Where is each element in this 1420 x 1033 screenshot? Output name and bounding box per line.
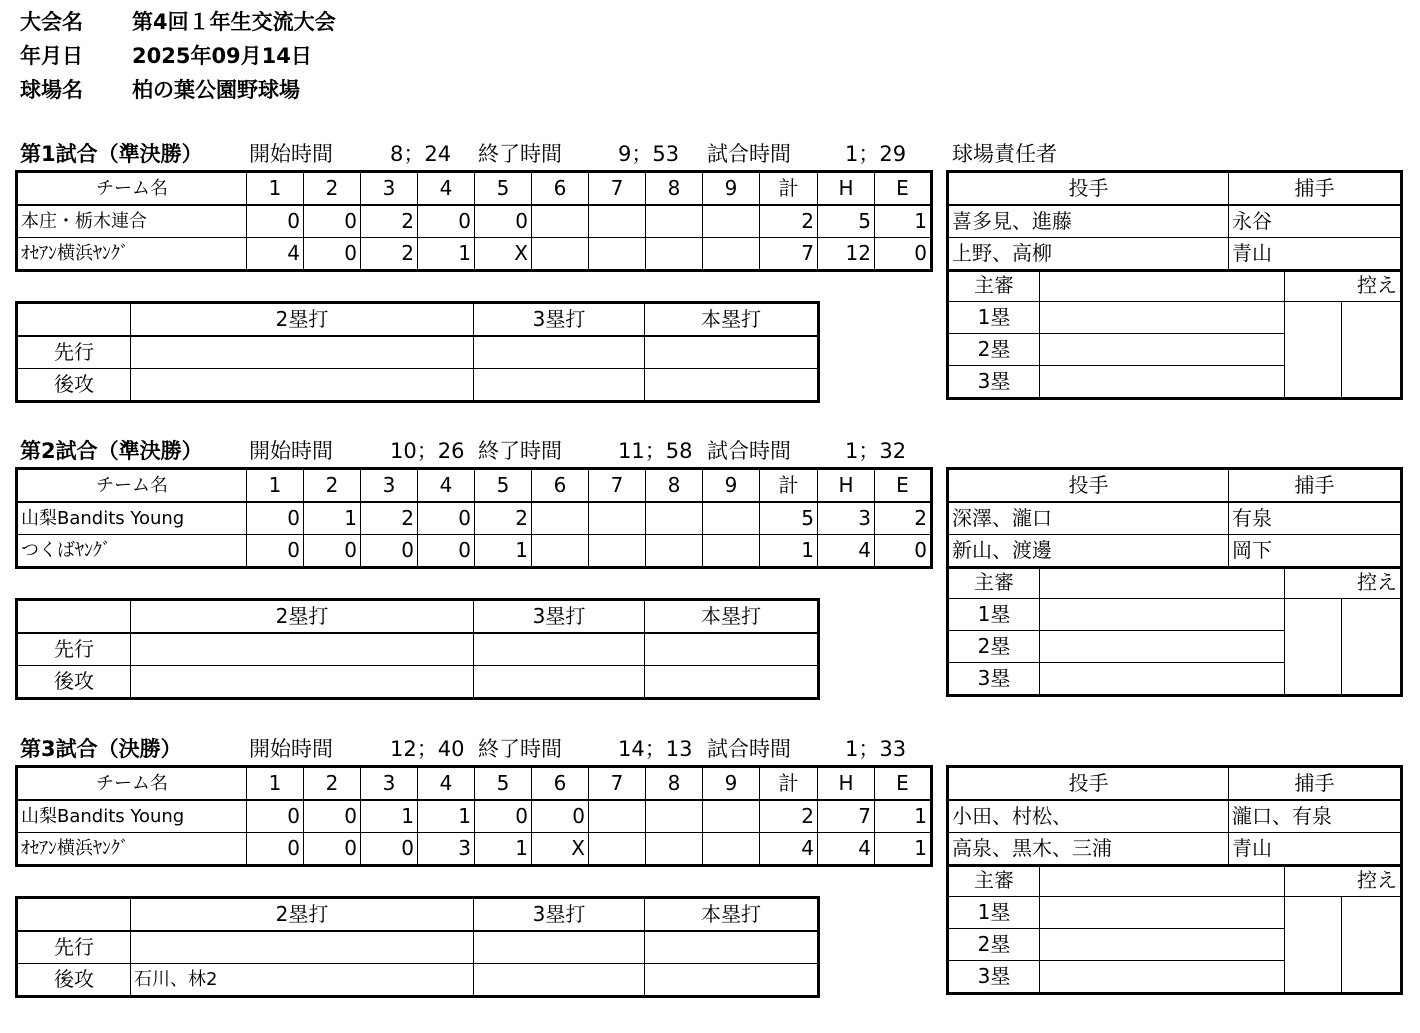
inning-score (703, 800, 760, 833)
umpire-value (1040, 567, 1285, 599)
reserve-cell-1 (1285, 897, 1342, 994)
triple-hitters (474, 336, 645, 369)
duration-label: 試合時間 (707, 439, 791, 463)
inning-header: 1 (247, 469, 304, 503)
inning-score (589, 238, 646, 271)
hits-count: 5 (818, 205, 875, 238)
base1-label: 1塁 (948, 897, 1040, 929)
first-label: 先行 (17, 633, 131, 666)
team-row (17, 535, 932, 568)
extra-row-first (17, 633, 819, 666)
inning-score: 0 (532, 800, 589, 833)
date-value: 2025年09月14日 (132, 44, 312, 68)
double-hitters: 石川、林2 (131, 964, 474, 997)
second-label: 後攻 (17, 666, 131, 699)
umpire-row (948, 865, 1402, 897)
game-title-line (20, 733, 907, 763)
inning-score (646, 238, 703, 271)
team-row (17, 205, 932, 238)
inning-score (589, 535, 646, 568)
umpire-row (948, 270, 1402, 302)
reserve-cell-2 (1342, 302, 1402, 399)
venue-value: 柏の葉公園野球場 (132, 78, 300, 102)
hits-count: 7 (818, 800, 875, 833)
inning-header: 4 (418, 172, 475, 206)
homer-hitters (645, 336, 819, 369)
inning-score: 0 (361, 833, 418, 866)
extra-row-first (17, 931, 819, 964)
game-section-2 (0, 435, 1420, 735)
duration-time: 1；33 (845, 737, 907, 761)
team-header: チーム名 (17, 172, 247, 206)
inning-score: 0 (304, 535, 361, 568)
inning-header: 8 (646, 469, 703, 503)
errors-count: 2 (875, 502, 932, 535)
end-time: 9；53 (618, 142, 680, 166)
battery-table (946, 170, 1403, 272)
tournament-label: 大会名 (20, 10, 83, 34)
team-name: 本庄・栃木連合 (17, 205, 247, 238)
base3-value (1040, 663, 1285, 696)
battery-header (948, 172, 1402, 206)
inning-header: 2 (304, 767, 361, 801)
battery-row (948, 205, 1402, 238)
errors-count: 0 (875, 535, 932, 568)
homer-hitters (645, 931, 819, 964)
catcher-header: 捕手 (1229, 767, 1402, 801)
extra-base-header (17, 898, 819, 932)
extra-base-header (17, 600, 819, 634)
team-header: チーム名 (17, 767, 247, 801)
pitcher-names: 深澤、瀧口 (948, 502, 1229, 535)
team-row (17, 238, 932, 271)
total-header: 計 (760, 469, 818, 503)
battery-row (948, 800, 1402, 833)
extra-base-table (15, 896, 820, 998)
total-header: 計 (760, 172, 818, 206)
inning-header: 6 (532, 172, 589, 206)
inning-score: 0 (418, 205, 475, 238)
triple-hitters (474, 666, 645, 699)
total-score: 2 (760, 205, 818, 238)
inning-score (532, 535, 589, 568)
catcher-names: 有泉 (1229, 502, 1402, 535)
double-hitters (131, 931, 474, 964)
base1-value (1040, 302, 1285, 334)
reserve-cell-1 (1285, 302, 1342, 399)
catcher-header: 捕手 (1229, 469, 1402, 503)
hits-count: 3 (818, 502, 875, 535)
catcher-names: 岡下 (1229, 535, 1402, 568)
umpire-value (1040, 865, 1285, 897)
inning-header: 7 (589, 767, 646, 801)
homer-header: 本塁打 (645, 600, 819, 634)
double-hitters (131, 633, 474, 666)
catcher-names: 青山 (1229, 238, 1402, 271)
inning-header: 6 (532, 767, 589, 801)
catcher-names: 永谷 (1229, 205, 1402, 238)
reserve-cell-2 (1342, 897, 1402, 994)
battery-header (948, 767, 1402, 801)
start-label: 開始時間 (249, 142, 333, 166)
triple-hitters (474, 931, 645, 964)
end-label: 終了時間 (478, 439, 562, 463)
inning-header: 7 (589, 469, 646, 503)
start-time: 8；24 (390, 142, 452, 166)
base1-row (948, 599, 1402, 631)
manager-label: 球場責任者 (952, 142, 1057, 166)
base2-value (1040, 929, 1285, 961)
battery-table (946, 765, 1403, 867)
umpire-table (946, 566, 1403, 697)
double-header: 2塁打 (131, 600, 474, 634)
hits-count: 12 (818, 238, 875, 271)
inning-score: 0 (247, 833, 304, 866)
inning-header: 1 (247, 172, 304, 206)
base1-label: 1塁 (948, 302, 1040, 334)
pitcher-names: 小田、村松、 (948, 800, 1229, 833)
total-score: 5 (760, 502, 818, 535)
inning-header: 6 (532, 469, 589, 503)
battery-row (948, 535, 1402, 568)
inning-score: 3 (418, 833, 475, 866)
reserve-label: 控え (1285, 270, 1402, 302)
inning-score: 1 (361, 800, 418, 833)
triple-header: 3塁打 (474, 898, 645, 932)
triple-hitters (474, 964, 645, 997)
double-hitters (131, 336, 474, 369)
inning-header: 2 (304, 469, 361, 503)
team-row (17, 833, 932, 866)
base1-row (948, 302, 1402, 334)
inning-score (646, 535, 703, 568)
duration-label: 試合時間 (707, 142, 791, 166)
date-row (20, 40, 312, 70)
inning-score: 2 (361, 205, 418, 238)
extra-row-second (17, 666, 819, 699)
hits-count: 4 (818, 535, 875, 568)
extra-row-first (17, 336, 819, 369)
errors-count: 1 (875, 800, 932, 833)
game-title-line (20, 435, 907, 465)
inning-header: 9 (703, 469, 760, 503)
homer-header: 本塁打 (645, 303, 819, 337)
start-label: 開始時間 (249, 737, 333, 761)
errors-count: 1 (875, 205, 932, 238)
duration-time: 1；32 (845, 439, 907, 463)
double-header: 2塁打 (131, 303, 474, 337)
inning-score: X (532, 833, 589, 866)
triple-header: 3塁打 (474, 600, 645, 634)
date-label: 年月日 (20, 44, 83, 68)
inning-header: 5 (475, 469, 532, 503)
double-hitters (131, 369, 474, 402)
inning-score: X (475, 238, 532, 271)
reserve-cell-1 (1285, 599, 1342, 696)
inning-score: 2 (361, 238, 418, 271)
umpire-row (948, 567, 1402, 599)
inning-score: 2 (475, 502, 532, 535)
start-label: 開始時間 (249, 439, 333, 463)
total-score: 1 (760, 535, 818, 568)
inning-score (532, 205, 589, 238)
venue-row (20, 74, 300, 104)
game-section-3 (0, 733, 1420, 1033)
base2-value (1040, 631, 1285, 663)
homer-hitters (645, 666, 819, 699)
double-header: 2塁打 (131, 898, 474, 932)
inning-header: 3 (361, 767, 418, 801)
base1-value (1040, 897, 1285, 929)
extra-row-second (17, 369, 819, 402)
homer-hitters (645, 633, 819, 666)
inning-header: 8 (646, 172, 703, 206)
base2-value (1040, 334, 1285, 366)
game-section-1 (0, 138, 1420, 438)
hits-header: H (818, 469, 875, 503)
inning-score (589, 502, 646, 535)
catcher-names: 瀧口、有泉 (1229, 800, 1402, 833)
base2-label: 2塁 (948, 929, 1040, 961)
total-score: 7 (760, 238, 818, 271)
inning-score (589, 833, 646, 866)
battery-header (948, 469, 1402, 503)
extra-base-table (15, 301, 820, 403)
scoreboard-header (17, 767, 932, 801)
inning-score (532, 238, 589, 271)
triple-header: 3塁打 (474, 303, 645, 337)
inning-header: 3 (361, 172, 418, 206)
tournament-value: 第4回１年生交流大会 (132, 10, 336, 34)
team-row (17, 800, 932, 833)
pitcher-header: 投手 (948, 469, 1229, 503)
inning-score: 0 (247, 800, 304, 833)
umpire-label: 主審 (948, 865, 1040, 897)
battery-row (948, 238, 1402, 271)
catcher-header: 捕手 (1229, 172, 1402, 206)
hits-header: H (818, 172, 875, 206)
game-title: 第2試合（準決勝） (20, 439, 203, 463)
triple-hitters (474, 369, 645, 402)
base2-label: 2塁 (948, 334, 1040, 366)
inning-score (646, 800, 703, 833)
inning-header: 8 (646, 767, 703, 801)
end-time: 11；58 (618, 439, 693, 463)
start-time: 12；40 (390, 737, 465, 761)
errors-header: E (875, 767, 932, 801)
first-label: 先行 (17, 336, 131, 369)
inning-score: 0 (247, 502, 304, 535)
scoreboard-header (17, 172, 932, 206)
team-name: 山梨Bandits Young (17, 502, 247, 535)
extra-corner (17, 600, 131, 634)
base3-label: 3塁 (948, 663, 1040, 696)
first-label: 先行 (17, 931, 131, 964)
inning-header: 4 (418, 469, 475, 503)
reserve-cell-2 (1342, 599, 1402, 696)
hits-count: 4 (818, 833, 875, 866)
errors-header: E (875, 469, 932, 503)
team-row (17, 502, 932, 535)
inning-score: 1 (418, 800, 475, 833)
total-score: 4 (760, 833, 818, 866)
errors-count: 0 (875, 238, 932, 271)
pitcher-names: 喜多見、進藤 (948, 205, 1229, 238)
scoreboard-table (15, 170, 933, 272)
base1-row (948, 897, 1402, 929)
inning-score: 0 (247, 535, 304, 568)
duration-time: 1；29 (845, 142, 907, 166)
team-name: ｵｾｱﾝ横浜ﾔﾝｸﾞ (17, 238, 247, 271)
inning-header: 3 (361, 469, 418, 503)
inning-score: 0 (247, 205, 304, 238)
tournament-row (20, 6, 336, 36)
umpire-label: 主審 (948, 270, 1040, 302)
base1-label: 1塁 (948, 599, 1040, 631)
inning-score: 0 (304, 833, 361, 866)
base2-label: 2塁 (948, 631, 1040, 663)
inning-header: 1 (247, 767, 304, 801)
inning-score (589, 800, 646, 833)
inning-score (646, 502, 703, 535)
homer-header: 本塁打 (645, 898, 819, 932)
venue-label: 球場名 (20, 78, 83, 102)
inning-header: 5 (475, 172, 532, 206)
homer-hitters (645, 369, 819, 402)
inning-score: 2 (361, 502, 418, 535)
inning-score: 1 (304, 502, 361, 535)
inning-score: 0 (418, 502, 475, 535)
inning-score (589, 205, 646, 238)
base3-label: 3塁 (948, 961, 1040, 994)
inning-score (532, 502, 589, 535)
inning-header: 9 (703, 172, 760, 206)
hits-header: H (818, 767, 875, 801)
game-title-line (20, 138, 1057, 168)
second-label: 後攻 (17, 964, 131, 997)
umpire-value (1040, 270, 1285, 302)
inning-score: 0 (475, 800, 532, 833)
base3-label: 3塁 (948, 366, 1040, 399)
end-time: 14；13 (618, 737, 693, 761)
game-title: 第1試合（準決勝） (20, 142, 203, 166)
pitcher-header: 投手 (948, 767, 1229, 801)
pitcher-names: 高泉、黒木、三浦 (948, 833, 1229, 866)
team-name: ｵｾｱﾝ横浜ﾔﾝｸﾞ (17, 833, 247, 866)
homer-hitters (645, 964, 819, 997)
base3-value (1040, 366, 1285, 399)
battery-row (948, 502, 1402, 535)
team-header: チーム名 (17, 469, 247, 503)
inning-score: 1 (418, 238, 475, 271)
inning-header: 4 (418, 767, 475, 801)
double-hitters (131, 666, 474, 699)
pitcher-header: 投手 (948, 172, 1229, 206)
inning-score: 1 (475, 833, 532, 866)
base1-value (1040, 599, 1285, 631)
umpire-table (946, 864, 1403, 995)
extra-base-table (15, 598, 820, 700)
inning-score: 0 (361, 535, 418, 568)
end-label: 終了時間 (478, 737, 562, 761)
base3-value (1040, 961, 1285, 994)
game-title: 第3試合（決勝） (20, 737, 182, 761)
extra-base-header (17, 303, 819, 337)
inning-header: 2 (304, 172, 361, 206)
inning-score (703, 833, 760, 866)
battery-table (946, 467, 1403, 569)
pitcher-names: 新山、渡邊 (948, 535, 1229, 568)
inning-score (646, 833, 703, 866)
extra-corner (17, 303, 131, 337)
reserve-label: 控え (1285, 865, 1402, 897)
inning-score: 0 (304, 238, 361, 271)
inning-header: 7 (589, 172, 646, 206)
umpire-table (946, 269, 1403, 400)
inning-score: 0 (304, 205, 361, 238)
inning-score: 1 (475, 535, 532, 568)
scoreboard-table (15, 765, 933, 867)
start-time: 10；26 (390, 439, 465, 463)
scoreboard-table (15, 467, 933, 569)
inning-score: 4 (247, 238, 304, 271)
extra-row-second (17, 964, 819, 997)
inning-score (703, 238, 760, 271)
pitcher-names: 上野、高柳 (948, 238, 1229, 271)
errors-count: 1 (875, 833, 932, 866)
inning-header: 5 (475, 767, 532, 801)
second-label: 後攻 (17, 369, 131, 402)
inning-score: 0 (418, 535, 475, 568)
inning-score: 0 (304, 800, 361, 833)
scoreboard-header (17, 469, 932, 503)
end-label: 終了時間 (478, 142, 562, 166)
inning-score (703, 535, 760, 568)
inning-score (646, 205, 703, 238)
team-name: つくばﾔﾝｸﾞ (17, 535, 247, 568)
umpire-label: 主審 (948, 567, 1040, 599)
duration-label: 試合時間 (707, 737, 791, 761)
team-name: 山梨Bandits Young (17, 800, 247, 833)
inning-score (703, 502, 760, 535)
total-score: 2 (760, 800, 818, 833)
battery-row (948, 833, 1402, 866)
inning-header: 9 (703, 767, 760, 801)
triple-hitters (474, 633, 645, 666)
errors-header: E (875, 172, 932, 206)
inning-score (703, 205, 760, 238)
total-header: 計 (760, 767, 818, 801)
catcher-names: 青山 (1229, 833, 1402, 866)
reserve-label: 控え (1285, 567, 1402, 599)
inning-score: 0 (475, 205, 532, 238)
extra-corner (17, 898, 131, 932)
